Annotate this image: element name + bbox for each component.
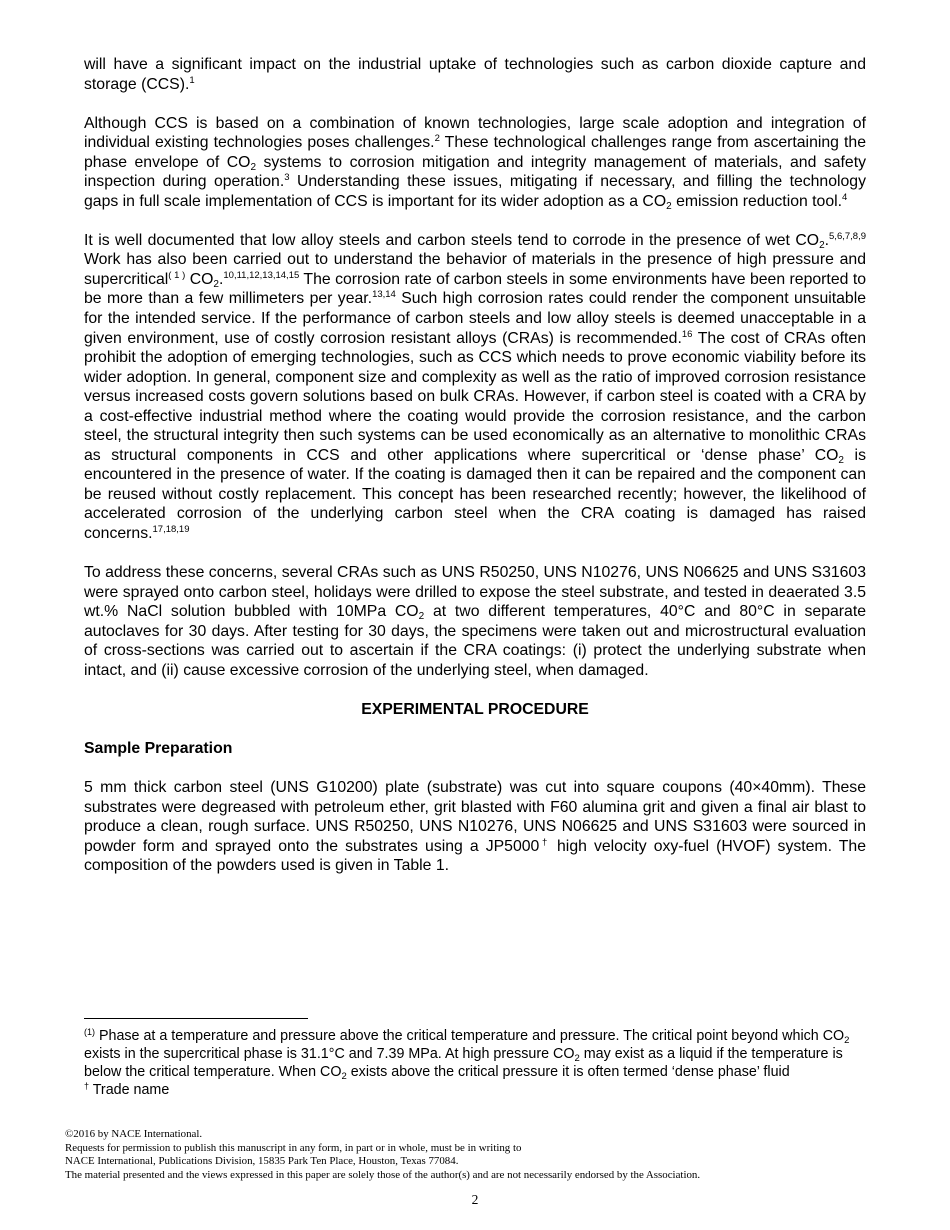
text-run: Such high corrosion rates could render the component unsuitable for the intended service. If the performance of carbon steels and low alloy steels is deemed unacceptable in a given environment, use of costly corrosion resistant alloys (CRAs) is recommended. [84,290,867,347]
subscript: 2 [819,239,825,251]
citation-ref: 10,11,12,13,14,15 [223,269,300,281]
citation-ref: 3 [284,172,290,184]
footnote-mark: † [84,1081,90,1091]
citation-ref: 2 [434,133,440,145]
text-run: at two different temperatures, 40°C and 80°C in separate autoclaves for 30 days. After testing for 30 days, the specimens were taken out and microstructural evaluation of cross-sections was carried out to ascertain if the CRA coatings: (i) protect the underlying substrate when intact, and (ii) cause excessive corrosion of the underlying steel, when damaged. [84,603,866,679]
citation-ref: 13,14 [372,289,396,301]
subscript: 2 [250,161,257,173]
text-run: 5 mm thick carbon steel (UNS G10200) plate (substrate) was cut into square coupons (40×40mm). These substrates were degreased with petroleum ether, grit blasted with F60 alumina grit and given a final air blast to produce a clean, rough surface. UNS R50250, UNS N10276, UNS N06625 and UNS S31603 were sourced in powder form and sprayed onto the substrates using a JP5000 [84,778,866,855]
paragraph-ccs-challenges [84,114,866,212]
text-run: Phase at a temperature and pressure above the critical temperature and pressure. The critical point beyond which CO [95,1028,845,1044]
footnote-ref[interactable]: † [539,836,550,848]
legal-line: ©2016 by NACE International. [65,1128,203,1140]
text-run: The corrosion rate of carbon steels in some environments have been reported to be more than a few millimeters per year. [84,270,866,308]
footnotes [84,1027,866,1099]
paragraph-corrosion-background [84,231,866,544]
subscript: 2 [844,1035,850,1046]
text-run: It is well documented that low alloy steels and carbon steels tend to corrode in the presence of wet CO [84,231,820,249]
page-number: 2 [471,1192,479,1207]
text-run: systems to corrosion mitigation and integrity management of materials, and safety inspection during operation. [84,153,866,191]
footnote-1 [84,1027,866,1081]
citation-ref: 4 [842,191,848,203]
body-text [84,55,866,895]
text-run: is encountered in the presence of water. If the coating is damaged then it can be repaired and the component can be reused without costly replacement. This concept has been researched recently; however, the likelihood of accelerated corrosion of the underlying carbon steel when the CRA coating is damaged has raised concerns. [84,446,866,543]
paragraph-ccs-intro [84,55,866,94]
footnote-2 [84,1081,866,1099]
text-run: exists in the supercritical phase is 31.1°C and 7.39 MPa. At high pressure CO [84,1046,575,1062]
text-run: exists above the critical pressure it is often termed ‘dense phase’ fluid [346,1064,790,1080]
text-run: CO [185,270,214,288]
text-run: high velocity oxy-fuel (HVOF) system. The composition of the powders used is given in Table 1. [84,837,866,875]
text-run: . [824,231,830,249]
paragraph-study-scope [84,563,866,680]
subscript: 2 [666,200,672,212]
citation-ref: 1 [189,74,195,86]
text-run: These technological challenges range from ascertaining the phase envelope of CO [84,134,866,171]
citation-ref: 16 [681,328,693,340]
legal-line: Requests for permission to publish this manuscript in any form, in part or in whole, must be in writing to [65,1141,522,1154]
subscript: 2 [418,611,425,623]
citation-ref: 5,6,7,8,9 [829,230,866,242]
footnote-divider [84,1018,308,1019]
subscript: 2 [213,278,219,290]
text-run: Trade name [89,1082,170,1098]
text-run: . [218,270,224,288]
subscript: 2 [574,1053,580,1064]
paragraph-sample-preparation [84,778,866,876]
subscript: 2 [838,454,844,466]
legal-line: NACE International, Publications Division, 15835 Park Ten Place, Houston, Texas 77084. [65,1155,459,1168]
section-heading: EXPERIMENTAL PROCEDURE [361,700,589,718]
text-run: will have a significant impact on the industrial uptake of technologies such as carbon dioxide capture and storage (CCS). [84,56,866,93]
text-run: To address these concerns, several CRAs such as UNS R50250, UNS N10276, UNS N06625 and UNS S31603 were sprayed onto carbon steel, holidays were drilled to expose the steel substrate, and tested in deaerated 3.5 wt.% NaCl solution bubbled with 10MPa CO [84,564,866,621]
footnote-ref[interactable]: ( 1 ) [168,269,186,281]
text-run: Work has also been carried out to understand the behavior of materials in the presence of high pressure and supercritical [84,251,866,288]
citation-ref: 17,18,19 [152,524,190,536]
subsection-heading: Sample Preparation [84,739,233,757]
text-run: Understanding these issues, mitigating if necessary, and filling the technology gaps in full scale implementation of CCS is important for its wider adoption as a CO [84,173,866,210]
footnote-mark: (1) [84,1027,95,1037]
copyright-notice [65,1128,885,1182]
text-run: The cost of CRAs often prohibit the adoption of emerging technologies, such as CCS which needs to prove economic viability before its wider adoption. In general, component size and complexity as well as the ratio of improved corrosion resistance versus increased costs govern solutions based on bulk CRAs. However, if carbon steel is coated with a CRA by a cost-effective industrial method where the coating would provide the corrosion resistance, and the carbon steel, the structural integrity then such systems can be used economically as an alternative to monolithic CRAs as structural components in CCS and other applications where supercritical or ‘dense phase’ CO [84,329,866,464]
text-run: may exist as a liquid if the temperature is below the critical temperature. When CO [84,1046,843,1080]
subscript: 2 [341,1071,347,1082]
text-run: emission reduction tool. [671,192,843,210]
text-run: Although CCS is based on a combination of known technologies, large scale adoption and integration of individual existing technologies poses challenges. [84,114,866,152]
legal-line: The material presented and the views expressed in this paper are solely those of the author(s) and are not necessarily endorsed by the Association. [65,1168,701,1181]
